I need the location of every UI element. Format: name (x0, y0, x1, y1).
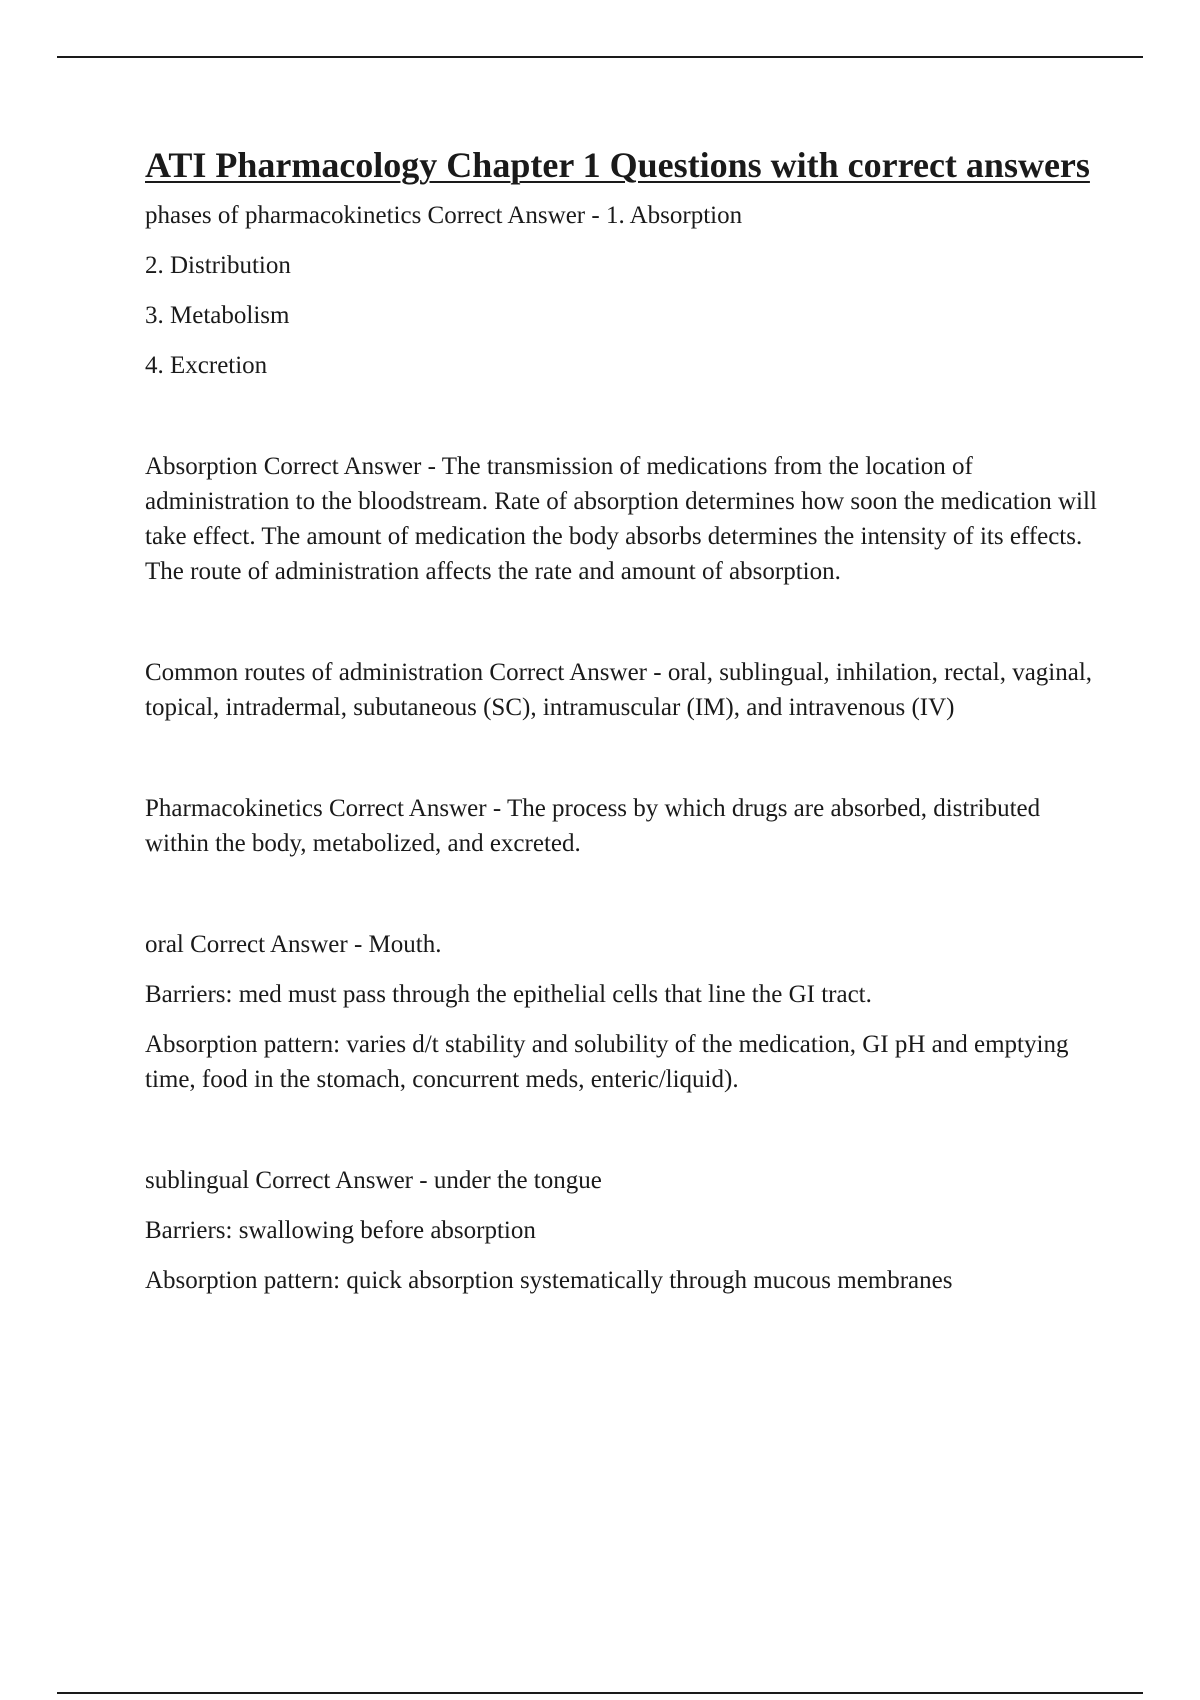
entry-spacer (145, 383, 1105, 449)
entry-line: oral Correct Answer - Mouth. (145, 931, 442, 958)
qa-entry-pharmacokinetics (145, 791, 1105, 861)
entry-line: Absorption pattern: quick absorption systematically through mucous membranes (145, 1267, 953, 1294)
qa-entry-oral (145, 927, 1105, 1097)
entry-line: Barriers: med must pass through the epithelial cells that line the GI tract. (145, 981, 872, 1008)
qa-entry-phases (145, 198, 1105, 383)
qa-entry-absorption (145, 449, 1105, 589)
entry-line: 4. Excretion (145, 352, 268, 379)
qa-entry-sublingual (145, 1163, 1105, 1298)
entry-spacer (145, 1097, 1105, 1163)
entry-spacer (145, 725, 1105, 791)
entry-line: Common routes of administration Correct Answer - oral, sublingual, inhilation, rectal, vaginal, topical, intradermal, subutaneous (SC), intramuscular (IM), and intravenous (IV) (145, 659, 1093, 721)
entry-line: Absorption Correct Answer - The transmission of medications from the location of administration to the bloodstream. Rate of absorption determines how soon the medication will take effect. The amount of medication the body absorbs determines the intensity of its effects. The route of administration affects the rate and amount of absorption. (145, 453, 1097, 585)
bottom-rule (57, 1692, 1143, 1694)
entry-line: Pharmacokinetics Correct Answer - The process by which drugs are absorbed, distributed within the body, metabolized, and excreted. (145, 795, 1041, 857)
document-title: ATI Pharmacology Chapter 1 Questions with correct answers (145, 145, 1090, 185)
document-body (145, 140, 1105, 1298)
entry-line: 3. Metabolism (145, 302, 290, 329)
entry-line: 2. Distribution (145, 252, 291, 279)
top-rule (57, 56, 1143, 58)
entry-spacer (145, 861, 1105, 927)
entry-spacer (145, 589, 1105, 655)
entry-line: Absorption pattern: varies d/t stability and solubility of the medication, GI pH and emptying time, food in the stomach, concurrent meds, enteric/liquid). (145, 1031, 1069, 1093)
entry-line: phases of pharmacokinetics Correct Answer - 1. Absorption (145, 202, 743, 229)
entry-line: Barriers: swallowing before absorption (145, 1217, 536, 1244)
qa-entry-routes (145, 655, 1105, 725)
entry-line: sublingual Correct Answer - under the tongue (145, 1167, 602, 1194)
